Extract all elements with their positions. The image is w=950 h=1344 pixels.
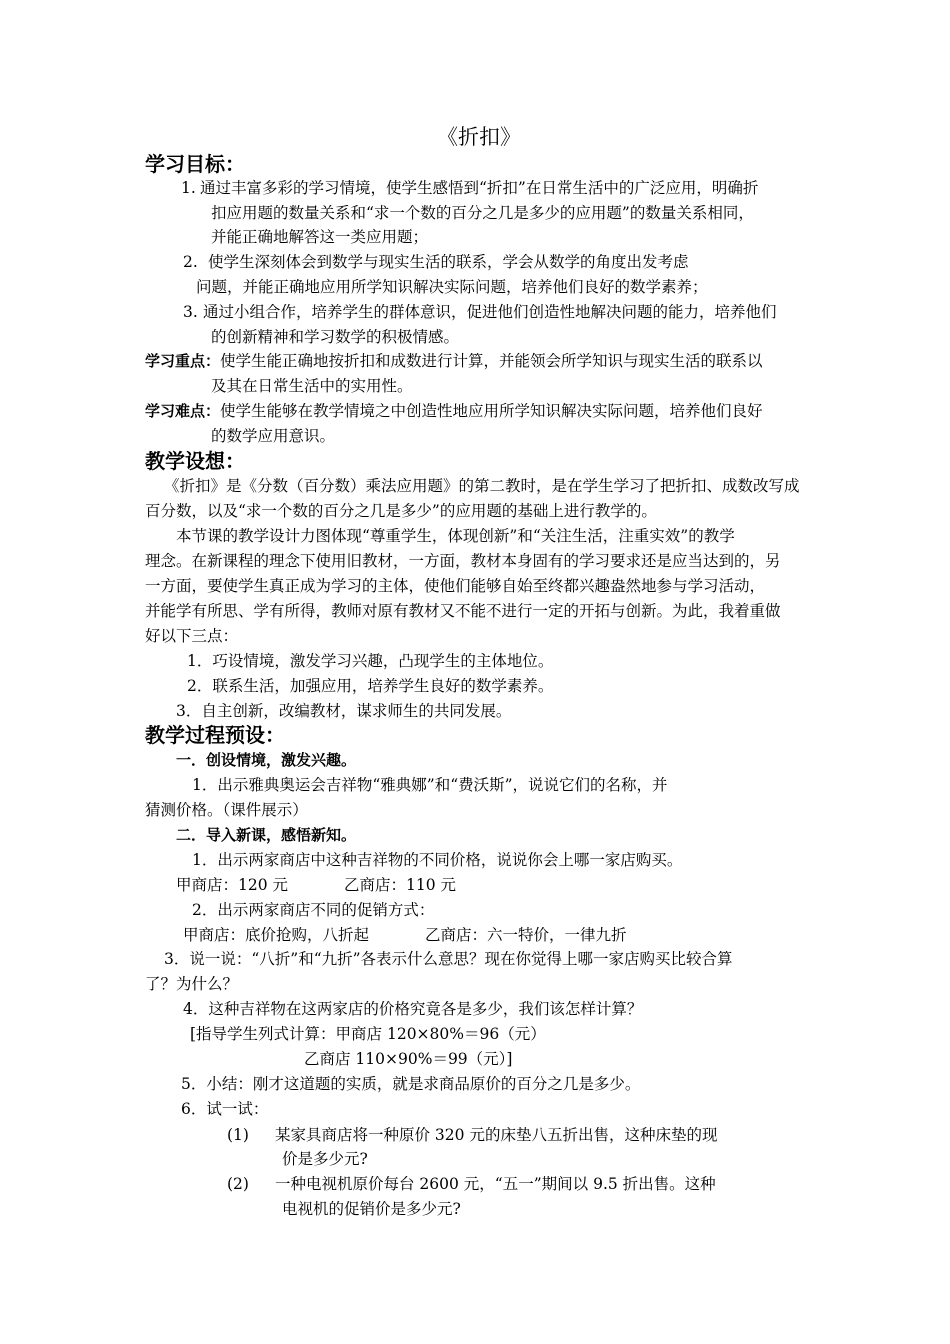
step-3-line-2: 了？为什么？	[145, 975, 239, 993]
key-point-line-2: 及其在日常生活中的实用性。	[211, 377, 413, 395]
exercise-1-number: (1)	[227, 1126, 249, 1144]
objectives-heading: 学习目标：	[145, 152, 245, 176]
objective-3-label: 3.	[183, 303, 198, 321]
difficulty-label: 学习难点：	[145, 402, 221, 420]
step-1: 1．出示两家商店中这种吉祥物的不同价格，说说你会上哪一家店购买。	[192, 851, 683, 869]
step-3-line-1: 3．说一说：“八折”和“九折”各表示什么意思？现在你觉得上哪一家店购买比较合算	[164, 950, 733, 968]
objective-1-line-3: 并能正确地解答这一类应用题；	[211, 228, 429, 246]
difficulty-line-2: 的数学应用意识。	[211, 427, 336, 445]
design-para2-line-4: 并能学有所思、学有所得，教师对原有教材又不能不进行一定的开拓与创新。为此，我着重做	[145, 602, 781, 620]
calc-shop-b: 乙商店 110×90%＝99（元）]	[304, 1050, 513, 1068]
step-4: 4．这种吉祥物在这两家店的价格究竟各是多少，我们该怎样计算？	[183, 1000, 643, 1018]
objective-2-line-2: 问题，并能正确地应用所学知识解决实际问题，培养他们良好的数学素养；	[196, 278, 708, 296]
objective-2-label: 2.	[183, 253, 198, 271]
step-6: 6．试一试：	[181, 1100, 269, 1118]
objective-3-line-1: 通过小组合作，培养学生的群体意识，促进他们创造性地解决问题的能力，培养他们	[203, 303, 777, 321]
design-para2-line-3: 一方面，要使学生真正成为学习的主体，使他们能够自始至终都兴趣盎然地参与学习活动，	[145, 577, 766, 595]
design-heading: 教学设想：	[145, 449, 245, 473]
exercise-2-number: (2)	[227, 1175, 249, 1193]
section-1-title: 一．创设情境，激发兴趣。	[176, 751, 357, 769]
design-point-3: 3．自主创新，改编教材，谋求师生的共同发展。	[176, 702, 512, 720]
key-point-line-1: 使学生能正确地按折扣和成数进行计算，并能领会所学知识与现实生活的联系以	[220, 352, 763, 370]
section-2-title: 二．导入新课，感悟新知。	[176, 826, 357, 844]
exercise-1-line-2: 价是多少元?	[282, 1150, 368, 1168]
shop-b-promo: 乙商店：六一特价，一律九折	[425, 926, 627, 944]
design-para2-line-1: 本节课的教学设计力图体现“尊重学生，体现创新”和“关注生活，注重实效”的教学	[176, 527, 735, 545]
process-heading: 教学过程预设：	[145, 723, 285, 747]
section-1-line-2: 猜测价格。（课件展示）	[145, 801, 308, 819]
design-para1-line-2: 百分数，以及“求一个数的百分之几是多少”的应用题的基础上进行教学的。	[145, 502, 657, 520]
difficulty-line-1: 使学生能够在教学情境之中创造性地应用所学知识解决实际问题，培养他们良好	[220, 402, 763, 420]
exercise-2-line-1: 一种电视机原价每台 2600 元，“五一”期间以 9.5 折出售。这种	[275, 1175, 716, 1193]
design-point-1: 1．巧设情境，激发学习兴趣，凸现学生的主体地位。	[187, 652, 554, 670]
step-2: 2．出示两家商店不同的促销方式：	[192, 901, 435, 919]
objective-1-line-2: 扣应用题的数量关系和“求一个数的百分之几是多少的应用题”的数量关系相同，	[211, 204, 754, 222]
shop-a-promo: 甲商店：底价抢购，八折起	[183, 926, 370, 944]
objective-1-line-1: 通过丰富多彩的学习情境，使学生感悟到“折扣”在日常生活中的广泛应用，明确折	[200, 179, 759, 197]
key-point-label: 学习重点：	[145, 352, 221, 370]
exercise-2-line-2: 电视机的促销价是多少元?	[282, 1200, 461, 1218]
design-point-2: 2．联系生活，加强应用，培养学生良好的数学素养。	[187, 677, 554, 695]
objective-1-label: 1.	[181, 179, 196, 197]
section-1-line-1: 1．出示雅典奥运会吉祥物“雅典娜”和“费沃斯”，说说它们的名称，并	[192, 776, 668, 794]
design-para1-line-1: 《折扣》是《分数（百分数）乘法应用题》的第二教时，是在学生学习了把折扣、成数改写成	[164, 477, 800, 495]
shop-a-price: 甲商店：120 元	[176, 876, 289, 894]
exercise-1-line-1: 某家具商店将一种原价 320 元的床垫八五折出售，这种床垫的现	[275, 1126, 718, 1144]
objective-3-line-2: 的创新精神和学习数学的积极情感。	[211, 328, 460, 346]
design-para2-line-2: 理念。在新课程的理念下使用旧教材，一方面，教材本身固有的学习要求还是应当达到的，另	[145, 552, 781, 570]
page-title: 《折扣》	[437, 125, 521, 149]
shop-b-price: 乙商店：110 元	[344, 876, 457, 894]
objective-2-line-1: 使学生深刻体会到数学与现实生活的联系，学会从数学的角度出发考虑	[208, 253, 689, 271]
calc-shop-a: [指导学生列式计算：甲商店 120×80%＝96（元）	[190, 1025, 546, 1043]
step-5: 5．小结：刚才这道题的实质，就是求商品原价的百分之几是多少。	[181, 1075, 641, 1093]
design-para2-line-5: 好以下三点：	[145, 627, 239, 645]
